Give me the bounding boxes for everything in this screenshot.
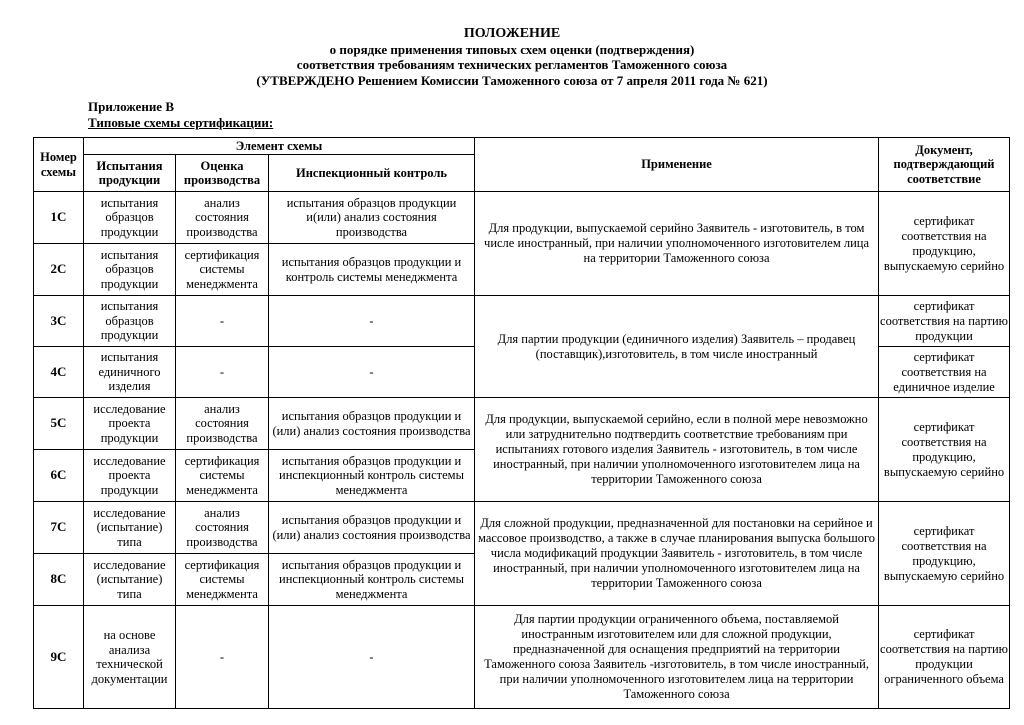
table-row [34,398,1010,450]
scheme-number: 4С [34,347,84,398]
table-row [34,296,1010,347]
cell-inspection: испытания образцов продукции и инспекционный контроль системы менеджмента [269,554,475,606]
appendix-subtitle: Типовые схемы сертификации: [88,115,274,130]
cell-testing: испытания образцов продукции [84,192,176,244]
document-subtitle-line-2: соответствия требованиям технических регламентов Таможенного союза [296,57,728,72]
scheme-number: 5С [34,398,84,450]
scheme-number: 7С [34,502,84,554]
certification-schemes-table [33,137,1010,709]
cell-document: сертификат соответствия на продукцию, выпускаемую серийно [879,502,1010,606]
cell-inspection: - [269,606,475,709]
cell-inspection: испытания образцов продукции и инспекционный контроль системы менеджмента [269,450,475,502]
column-header-document: Документ, подтверждающий соответствие [879,138,1010,192]
column-header-element: Элемент схемы [84,138,475,155]
cell-testing: на основе анализа технической документации [84,606,176,709]
cell-assessment: - [176,296,269,347]
appendix-label: Приложение В [88,99,174,114]
cell-testing: испытания образцов продукции [84,296,176,347]
cell-assessment: - [176,347,269,398]
cell-testing: испытания единичного изделия [84,347,176,398]
cell-testing: исследование (испытание) типа [84,554,176,606]
scheme-number: 8С [34,554,84,606]
cell-document: сертификат соответствия на продукцию, выпускаемую серийно [879,192,1010,296]
document-title: ПОЛОЖЕНИЕ [463,26,561,41]
scheme-number: 9С [34,606,84,709]
cell-application: Для партии продукции (единичного изделия) Заявитель – продавец (поставщик),изготовитель, в том числе иностранный [475,296,879,398]
cell-application: Для партии продукции ограниченного объема, поставляемой иностранным изготовителем или для сложной продукции, предназначенной для оснащения предприятий на территории Таможенного союза Заявитель -изготовитель, в том числе иностранный, при наличии уполномоченного изготовителем лица на территории Таможенного союза [475,606,879,709]
cell-inspection: испытания образцов продукции и(или) анализ состояния производства [269,192,475,244]
cell-assessment: сертификация системы менеджмента [176,244,269,296]
cell-document: сертификат соответствия на партию продукции [879,296,1010,347]
table-row [34,606,1010,709]
cell-application: Для продукции, выпускаемой серийно Заявитель - изготовитель, в том числе иностранный, при наличии уполномоченного изготовителем лица на территории Таможенного союза [475,192,879,296]
table-row [34,502,1010,554]
cell-testing: испытания образцов продукции [84,244,176,296]
cell-assessment: анализ состояния производства [176,398,269,450]
column-header-testing: Испытания продукции [84,155,176,192]
scheme-number: 2С [34,244,84,296]
cell-assessment: - [176,606,269,709]
column-header-number: Номер схемы [34,138,84,192]
document-subtitle-line-3: (УТВЕРЖДЕНО Решением Комиссии Таможенного союза от 7 апреля 2011 года № 621) [256,72,768,88]
cell-testing: исследование (испытание) типа [84,502,176,554]
cell-testing: исследование проекта продукции [84,398,176,450]
cell-inspection: испытания образцов продукции и (или) анализ состояния производства [269,502,475,554]
table-row [34,192,1010,244]
cell-assessment: анализ состояния производства [176,192,269,244]
column-header-application: Применение [475,138,879,192]
appendix-heading [88,99,273,131]
cell-testing: исследование проекта продукции [84,450,176,502]
cell-inspection: испытания образцов продукции и (или) анализ состояния производства [269,398,475,450]
cell-application: Для сложной продукции, предназначенной для постановки на серийное и массовое производство, а также в случае планирования выпуска большого числа модификаций продукции Заявитель - изготовитель, в том числе иностранный, при наличии уполномоченного изготовителем лица на территории Таможенного союза [475,502,879,606]
cell-assessment: сертификация системы менеджмента [176,554,269,606]
cell-inspection: - [269,296,475,347]
cell-application: Для продукции, выпускаемой серийно, если в полной мере невозможно или затруднительно подтвердить соответствие требованиям при испытаниях готового изделия Заявитель - изготовитель, в том числе иностранный, при наличии уполномоченного изготовителем лица на территории Таможенного союза [475,398,879,502]
scheme-number: 3С [34,296,84,347]
document-header [0,26,1024,88]
cell-assessment: сертификация системы менеджмента [176,450,269,502]
column-header-inspection: Инспекционный контроль [269,155,475,192]
document-subtitle-line-1: о порядке применения типовых схем оценки (подтверждения) [329,41,695,57]
cell-inspection: - [269,347,475,398]
cell-inspection: испытания образцов продукции и контроль системы менеджмента [269,244,475,296]
scheme-number: 1С [34,192,84,244]
cell-assessment: анализ состояния производства [176,502,269,554]
cell-document: сертификат соответствия на продукцию, выпускаемую серийно [879,398,1010,502]
scheme-number: 6С [34,450,84,502]
cell-document: сертификат соответствия на единичное изделие [879,347,1010,398]
column-header-assessment: Оценка производства [176,155,269,192]
cell-document: сертификат соответствия на партию продукции ограниченного объема [879,606,1010,709]
